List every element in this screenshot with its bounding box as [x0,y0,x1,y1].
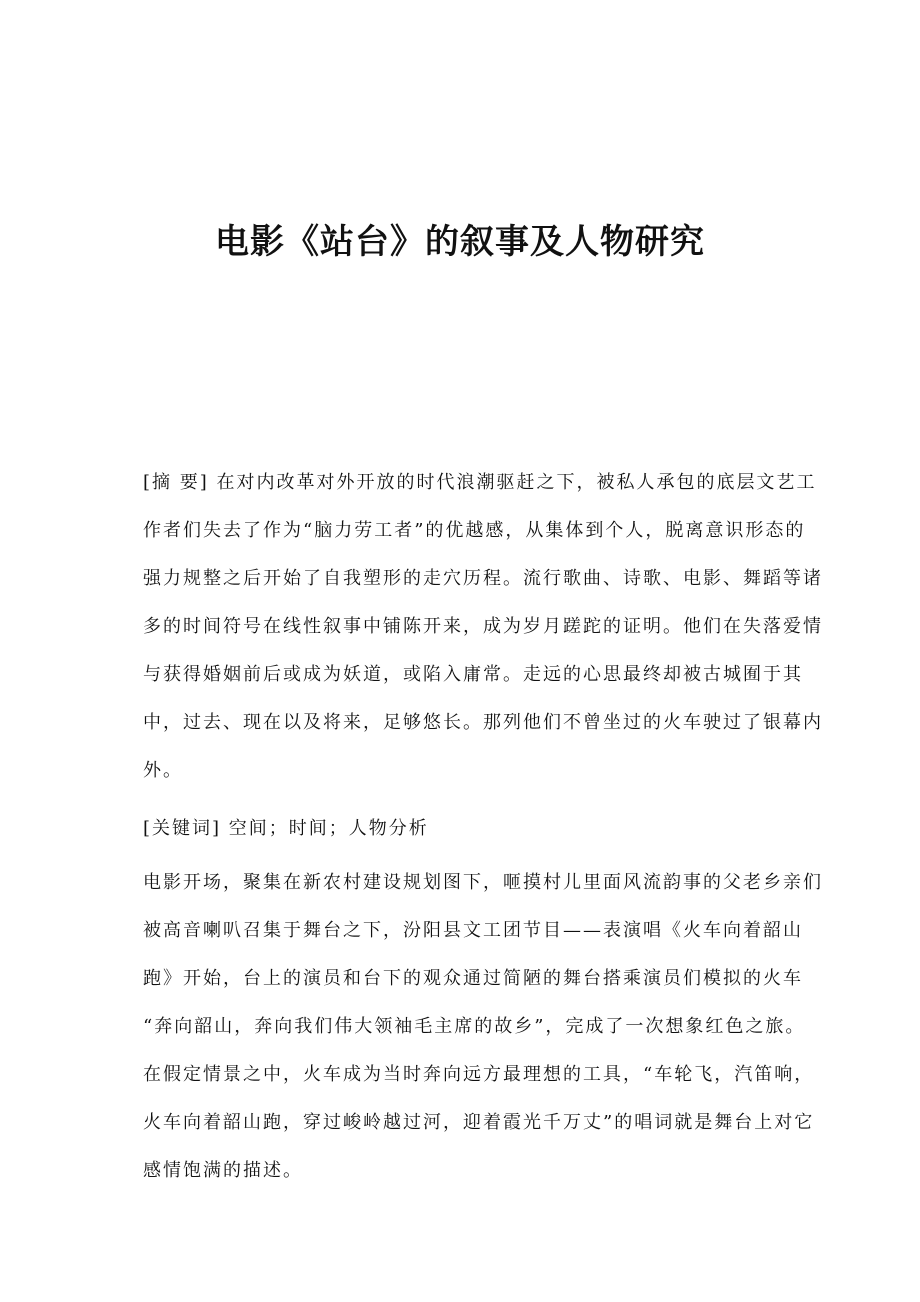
body-paragraph [143,859,823,1195]
body-line: 被高音喇叭召集于舞台之下，汾阳县文工团节目——表演唱《火车向着韶山 [143,920,803,941]
keywords-line: [关键词] 空间；时间；人物分析 [143,818,429,839]
abstract-line: 中，过去、现在以及将来，足够悠长。那列他们不曾坐过的火车驶过了银幕内 [143,712,823,733]
body-line: 电影开场，聚集在新农村建设规划图下，咂摸村儿里面风流韵事的父老乡亲们 [143,872,823,893]
body-line: 跑》开始，台上的演员和台下的观众通过简陋的舞台搭乘演员们模拟的火车 [143,968,803,989]
body-line: 感情饱满的描述。 [143,1160,303,1181]
body-line: “奔向韶山，奔向我们伟大领袖毛主席的故乡”，完成了一次想象红色之旅。 [143,1016,806,1037]
abstract-line: 多的时间符号在线性叙事中铺陈开来，成为岁月蹉跎的证明。他们在失落爱情 [143,616,823,637]
abstract-line: 与获得婚姻前后或成为妖道，或陷入庸常。走远的心思最终却被古城囿于其 [143,664,803,685]
abstract-line: [摘 要] 在对内改革对外开放的时代浪潮驱赶之下，被私人承包的底层文艺工 [143,472,817,493]
abstract-line: 强力规整之后开始了自我塑形的走穴历程。流行歌曲、诗歌、电影、舞蹈等诸 [143,568,823,589]
abstract-line: 外。 [143,760,183,781]
abstract-line: 作者们失去了作为“脑力劳工者”的优越感，从集体到个人，脱离意识形态的 [143,520,806,541]
document-title: 电影《站台》的叙事及人物研究 [215,222,705,262]
body-line: 在假定情景之中，火车成为当时奔向远方最理想的工具，“车轮飞，汽笛响， [143,1064,815,1085]
body-line: 火车向着韶山跑，穿过峻岭越过河，迎着霞光千万丈”的唱词就是舞台上对它 [143,1112,815,1133]
keywords-paragraph [143,805,769,853]
abstract-paragraph [143,459,823,795]
